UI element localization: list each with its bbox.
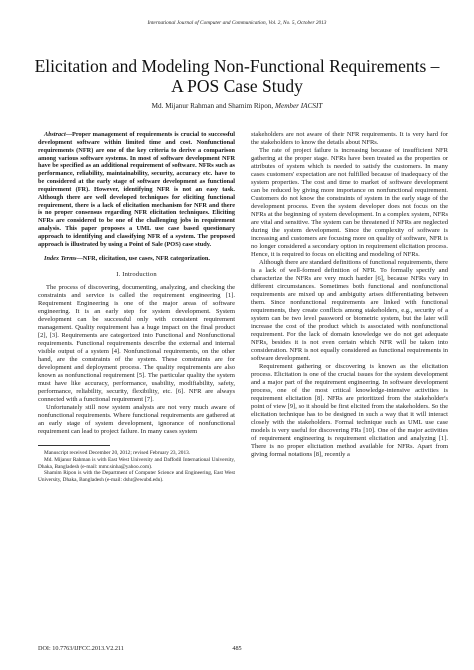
- author-membership: Member IACSIT: [275, 102, 323, 110]
- title-line-2: A POS Case Study: [171, 76, 303, 96]
- index-terms: [38, 255, 235, 263]
- right-column: [251, 131, 448, 459]
- title-line-1: Elicitation and Modeling Non-Functional Requirements –: [34, 56, 440, 76]
- right-paragraph-2: The rate of project failure is increasing because of insufficient NFR gathering at the proper stage. NFRs have been treated as the properties or attributes of system which is needed to satisfy the customers. In many cases customers' expectation are not fulfilled because of inadequacy of the system properties. The cost and time to market of software development can be reduced by giving more importance on nonfunctional requirement. Customers do not know the constraints of system in the early stage of the development process. Even the system developer does not focus on the NFRs at the beginning of system development. In a complex system, NFRs are vital and sensitive. The system can be threatened if NFRs are neglected during the system development. Since the complexity of software is increasing and customers are focusing more on quality of software, NFR is no longer considered a secondary option in requirement elicitation process. Hence, it is required to focus on eliciting and modeling of NFRs.: [251, 147, 448, 258]
- journal-header: International Journal of Computer and Communication, Vol. 2, No. 5, October 2013: [147, 20, 327, 26]
- doi-line: DOI: 10.7763/IJFCC.2013.V2.211: [38, 645, 124, 652]
- footnote-divider: [38, 445, 110, 446]
- section-heading-introduction: I. Introduction: [116, 271, 157, 279]
- index-terms-text: —NFR, elicitation, use cases, NFR categorization.: [76, 254, 210, 262]
- index-terms-label: Index Terms: [44, 254, 77, 262]
- abstract: [38, 131, 235, 249]
- abstract-label: Abstract: [44, 131, 66, 138]
- intro-paragraph-1: The process of discovering, documenting, analyzing, and checking the constraints and service is called the requirement engineering [1]. Requirement Engineering is one of the major areas of software engineering. It is an early step for system development. System development can be successful only with consistent requirement management. Quality requirement has a huge impact on the final product [2], [3]. Requirements are categorized into Functional and Nonfunctional requirements. Functional requirements describe the external and internal visible output of a system [4]. Nonfunctional requirements, on the other hand, are the constraints of the system. These constraints are for development and deployment process. The quality requirements are also known as nonfunctional requirement [5]. The particular quality the system must have like accuracy, performance, usability, modifiability, safety, performance, reliability, security, flexibility, etc. [6]. NFR are always connected with a functional requirement [7].: [38, 284, 235, 404]
- right-paragraph-3: Although there are standard definitions of functional requirements, there is a lack of well-formed definition of NFR. To formally specify and characterize the NFRs are very much harder [6], because NFRs vary in different circumstances. Sometimes both functional and nonfunctional requirements are mixed up and ambiguity arises differentiating between them. Since nonfunctional requirements are linked with functional requirements, they create conflicts among stakeholders, e.g., security of a system can be two level password or biometric system, but the later will increase the cost of the product which is associated with nonfunctional requirement. For the lack of domain knowledge we do not get adequate NFRs, besides it is not even certain which NFR will be taken into consideration. NFR is not equally considered as functional requirements in software development.: [251, 259, 448, 362]
- paper-title: [20, 56, 454, 96]
- footnote-author-2: Shamim Ripon is with the Department of Computer Science and Engineering, East West University, Dhaka, Bangladesh (e-mail: dshr@ewubd.edu).: [38, 470, 235, 483]
- abstract-text: —Proper management of requirements is crucial to successful development software within limited time and cost. Nonfunctional requirements (NFR) are one of the key criteria to derive a comparison among various software systems. In most of software development NFR have be specified as an additional requirement of software. NFRs such as performance, reliability, maintainability, security, accuracy etc. have to be considered at the early stage of software development as functional requirement (FR). However, identifying NFR is not an easy task. Although there are well developed techniques for eliciting functional requirement, there is a lack of elicitation mechanism for NFR and there is no proper consensus regarding NFR elicitation techniques. Eliciting NFRs are considered to be one of the challenging jobs in requirement analysis. This paper proposes a UML use case based questionary approach to identifying and classifying NFR of a system. The proposed approach is illustrated by using a Point of Sale (POS) case study.: [38, 131, 235, 248]
- footnote-author-1: Md. Mijanur Rahman is with East West University and Daffodil International University, Dhaka, Bangladesh (e-mail: mmr.sinha@yahoo.com).: [38, 457, 235, 470]
- author-line: [0, 102, 474, 110]
- intro-paragraph-2: Unfortunately still now system analysts are not very much aware of nonfunctional requirements. Where functional requirements are gathered at an early stage of system development, ignorance of nonfunctional requirement can lead to project failure. In many cases system: [38, 404, 235, 436]
- footnote-manuscript: Manuscript received December 20, 2012; revised February 23, 2013.: [44, 450, 191, 457]
- left-column: [38, 131, 235, 483]
- page-number: 485: [232, 645, 242, 652]
- author-names: Md. Mijanur Rahman and Shamim Ripon,: [151, 102, 276, 110]
- right-paragraph-4: Requirement gathering or discovering is known as the elicitation process. Elicitation is one of the crucial issues for the system development and a major part of the requirement engineering. In software development process, one of the most critical knowledge-intensive activities is requirement elicitation [8]. NFRs are prioritized from the stakeholder's point of view [9], so it should be first elicited from the stakeholders. So the elicitation technique has to be designed in such a way that it will interact closely with the stakeholders. Formal technique such as UML use case models is very useful for discovering FRs [10]. One of the major activities of requirement engineering is requirement elicitation and analyzing [1]. There is no proper elicitation method available for NFRs. Apart from giving formal notations [8], recently a: [251, 363, 448, 458]
- right-paragraph-1: stakeholders are not aware of their NFR requirements. It is very hard for the stakeholders to know the details about NFRs.: [251, 131, 448, 146]
